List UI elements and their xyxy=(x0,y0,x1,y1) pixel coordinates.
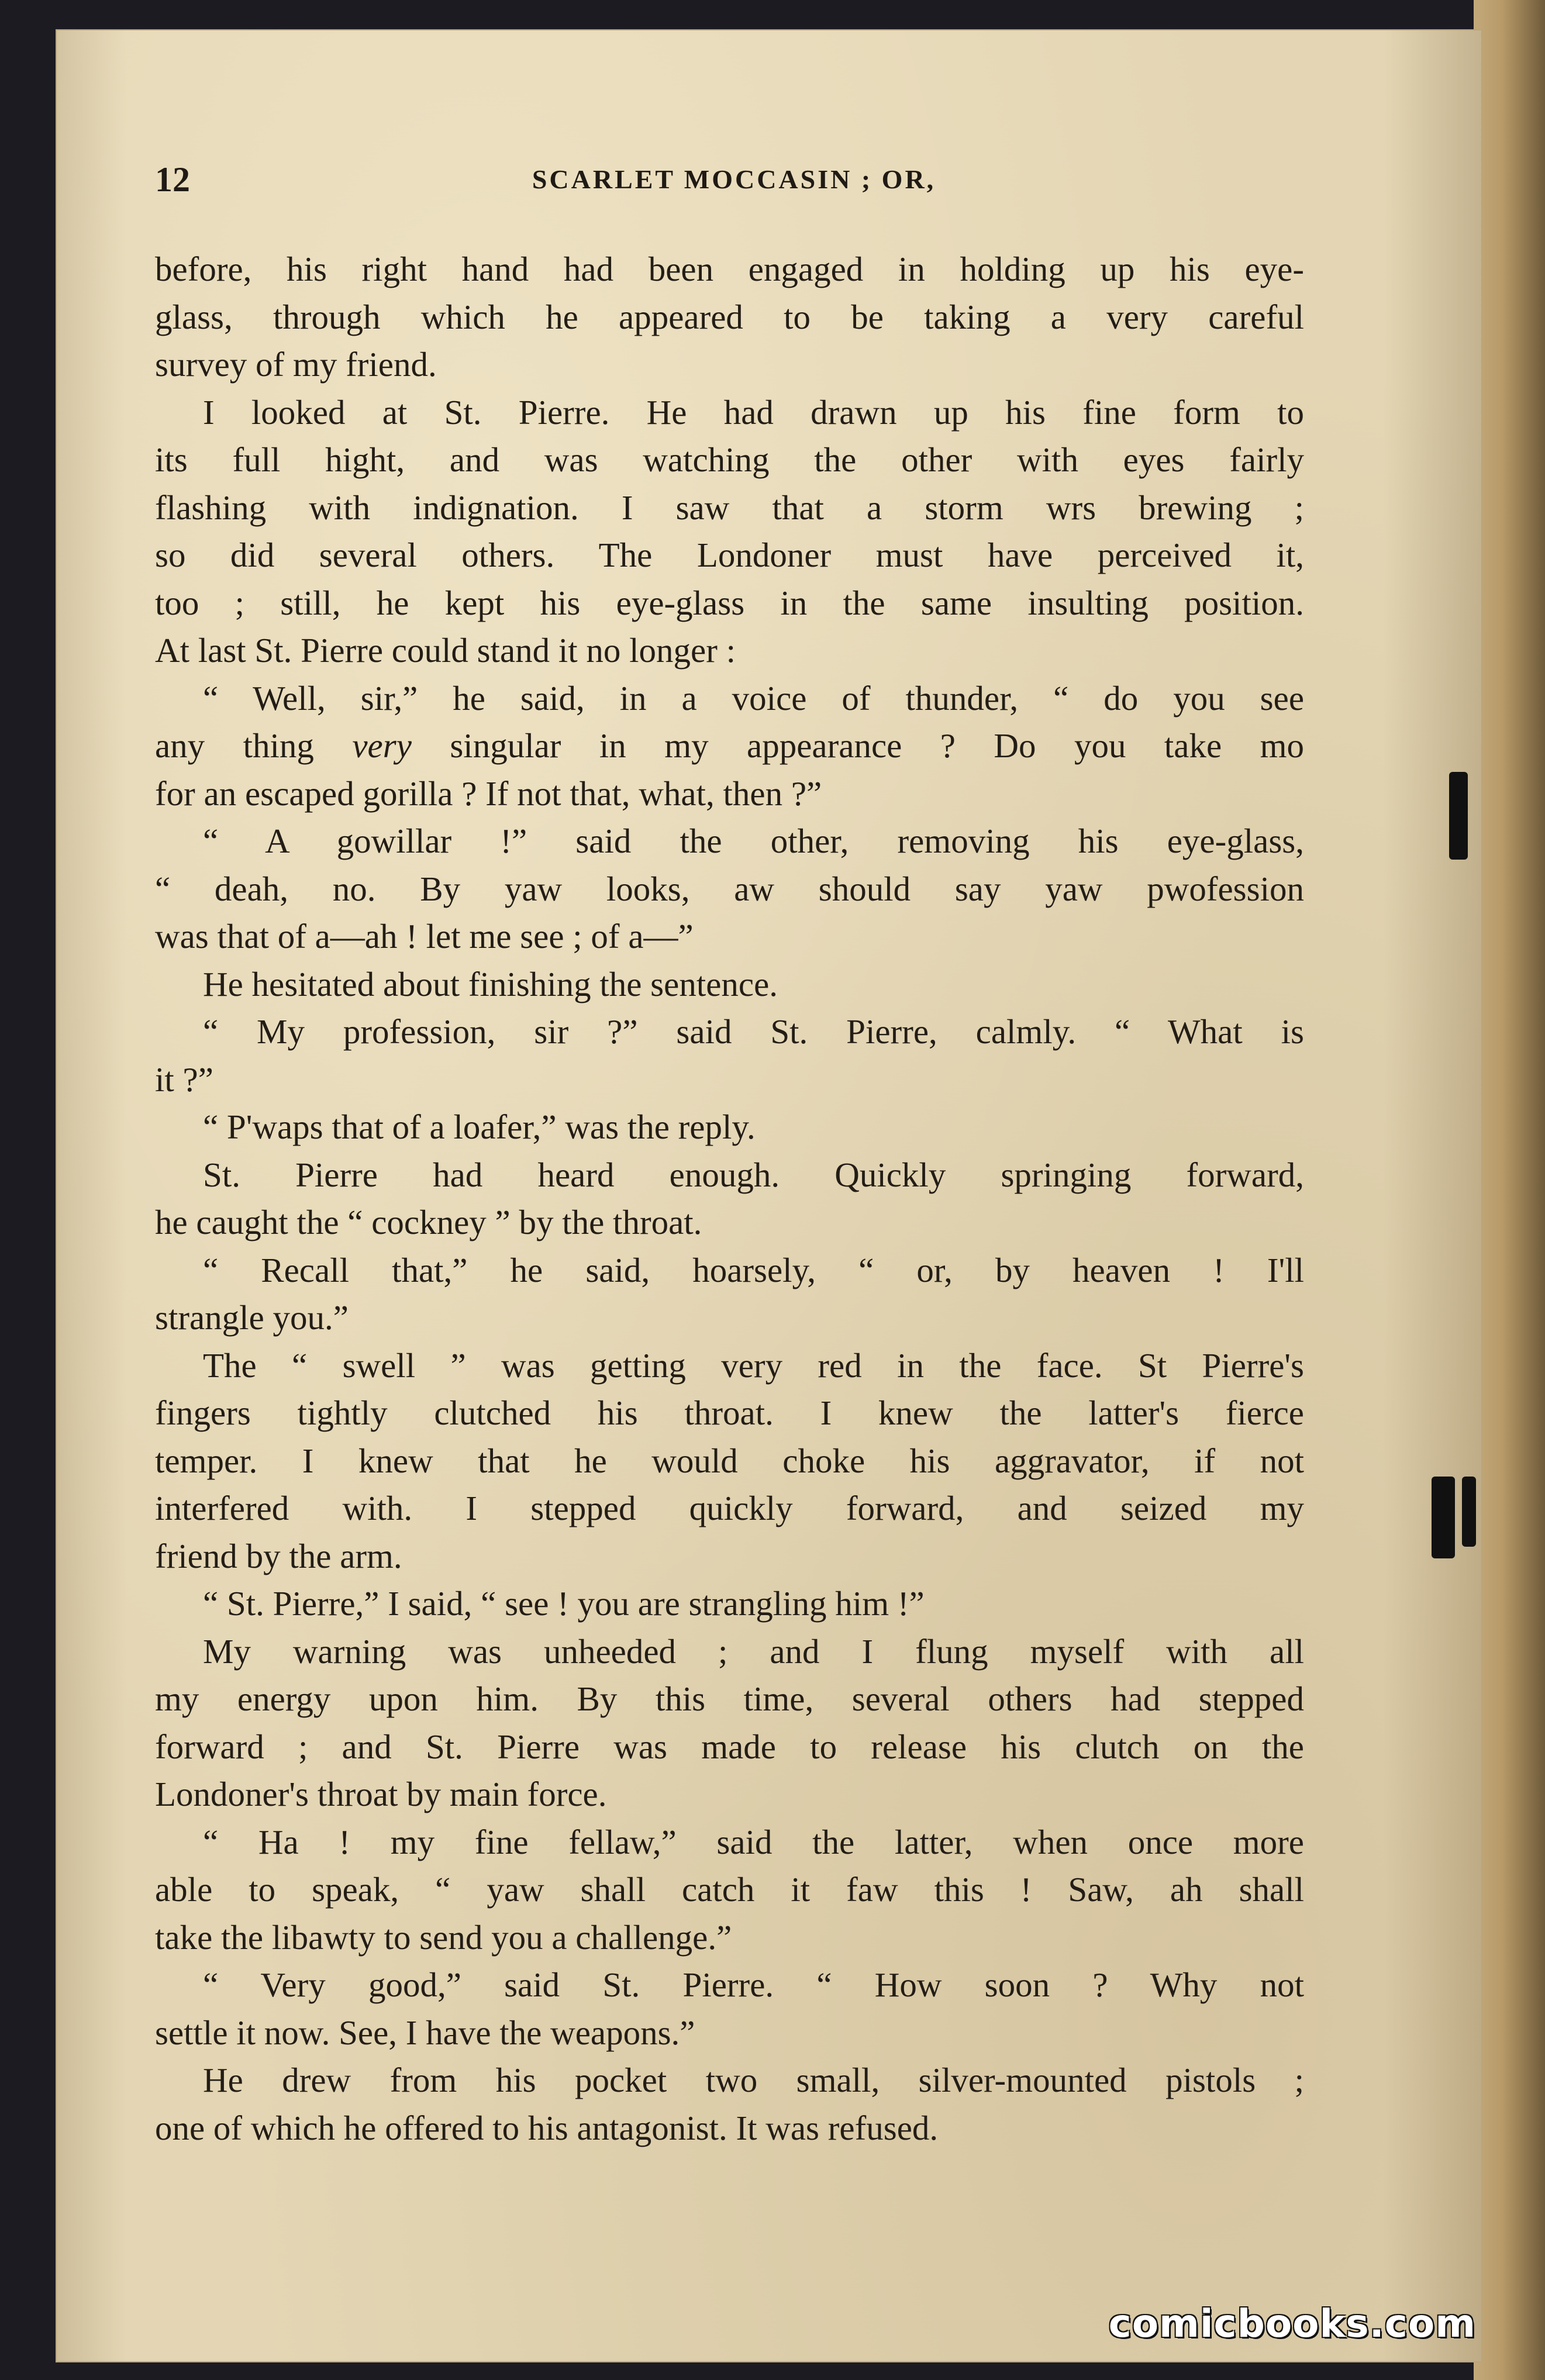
text-line: “ A gowillar !” said the other, removing his eye-glass, xyxy=(203,822,1304,860)
text-line: “ Very good,” said St. Pierre. “ How soon ? Why not xyxy=(203,1965,1304,2004)
text-line: temper. I knew that he would choke his aggravator, if not xyxy=(155,1441,1304,1480)
site-watermark: comicbooks.com xyxy=(1108,2301,1476,2346)
bleed-through-mark xyxy=(1432,1477,1455,1558)
text-line: I looked at St. Pierre. He had drawn up his fine form to xyxy=(203,392,1304,432)
text-line: “ My profession, sir ?” said St. Pierre, calmly. “ What is xyxy=(203,1012,1304,1051)
text-line: flashing with indignation. I saw that a storm wrs brewing ; xyxy=(155,488,1304,527)
text-line: take the libawty to send you a challenge.” xyxy=(155,1917,732,1957)
text-line: “ P'waps that of a loafer,” was the reply. xyxy=(203,1108,756,1146)
text-line: for an escaped gorilla ? If not that, what, then ?” xyxy=(155,774,822,813)
text-line: friend by the arm. xyxy=(155,1536,402,1575)
text-line: “ Ha ! my fine fellaw,” said the latter, when once more xyxy=(203,1822,1304,1861)
text-line: one of which he offered to his antagonist. It was refused. xyxy=(155,2108,939,2147)
text-line: its full hight, and was watching the other with eyes fairly xyxy=(155,440,1304,479)
text-line: my energy upon him. By this time, several others had stepped xyxy=(155,1679,1304,1718)
text-line: Londoner's throat by main force. xyxy=(155,1775,607,1813)
text-line: fingers tightly clutched his throat. I knew the latter's fierce xyxy=(155,1393,1304,1432)
text-line: “ Recall that,” he said, hoarsely, “ or, by heaven ! I'll xyxy=(203,1250,1304,1289)
text-line: before, his right hand had been engaged in holding up his eye- xyxy=(155,250,1304,288)
text-line: The “ swell ” was getting very red in the face. St Pierre's xyxy=(203,1346,1304,1385)
text-line: He drew from his pocket two small, silver-mounted pistols ; xyxy=(203,2061,1304,2099)
text-line: it ?” xyxy=(155,1060,213,1099)
running-head xyxy=(155,153,1313,206)
adjacent-page-edge xyxy=(1474,0,1545,2380)
text-line: He hesitated about finishing the sentence. xyxy=(203,964,778,1003)
text-line: too ; still, he kept his eye-glass in the same insulting position. xyxy=(155,583,1304,622)
text-line: glass, through which he appeared to be taking a very careful xyxy=(155,297,1304,336)
text-line: any thing very singular in my appearance ? Do you take mo xyxy=(155,726,1304,765)
text-line: settle it now. See, I have the weapons.” xyxy=(155,2013,695,2052)
text-line: survey of my friend. xyxy=(155,345,437,384)
page-number: 12 xyxy=(155,160,190,199)
body-text xyxy=(155,246,1304,2152)
running-title: SCARLET MOCCASIN ; OR, xyxy=(532,164,936,194)
text-line: At last St. Pierre could stand it no longer : xyxy=(155,631,736,670)
text-line: “ St. Pierre,” I said, “ see ! you are strangling him !” xyxy=(203,1584,925,1623)
text-line: so did several others. The Londoner must have perceived it, xyxy=(155,536,1304,574)
text-line: was that of a—ah ! let me see ; of a—” xyxy=(155,917,694,956)
text-line: “ Well, sir,” he said, in a voice of thunder, “ do you see xyxy=(203,678,1304,718)
text-line: My warning was unheeded ; and I flung myself with all xyxy=(203,1631,1304,1671)
text-line: strangle you.” xyxy=(155,1298,349,1337)
text-line: forward ; and St. Pierre was made to release his clutch on the xyxy=(155,1727,1304,1766)
text-line: St. Pierre had heard enough. Quickly springing forward, xyxy=(203,1155,1304,1194)
text-line: interfered with. I stepped quickly forward, and seized my xyxy=(155,1489,1304,1527)
bleed-through-mark xyxy=(1462,1477,1476,1547)
bleed-through-mark xyxy=(1449,772,1468,860)
text-line: able to speak, “ yaw shall catch it faw this ! Saw, ah shall xyxy=(155,1870,1304,1909)
text-line: “ deah, no. By yaw looks, aw should say yaw pwofession xyxy=(155,869,1304,908)
text-line: he caught the “ cockney ” by the throat. xyxy=(155,1203,702,1241)
